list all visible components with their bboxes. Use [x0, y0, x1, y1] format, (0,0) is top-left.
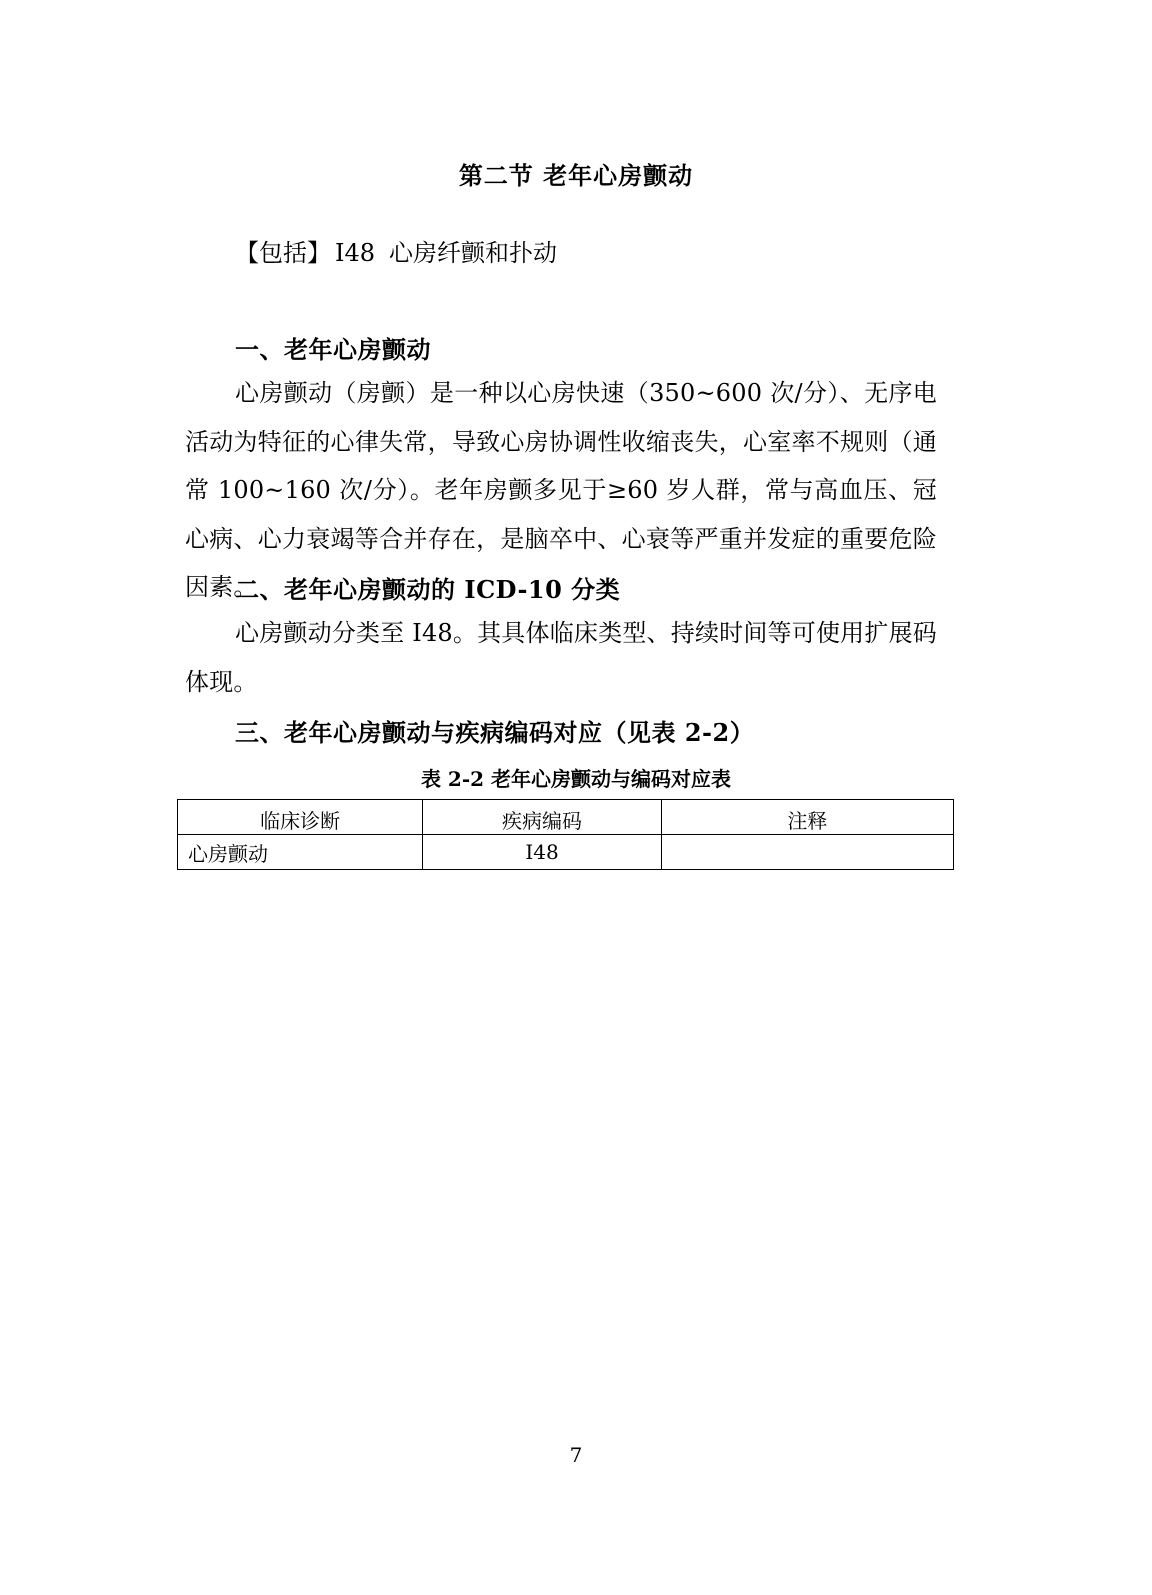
paragraph-1: 心房颤动（房颤）是一种以心房快速（350~600 次/分）、无序电活动为特征的心律失常，导致心房协调性收缩丧失，心室率不规则（通常 100~160 次/分）。老年房颤多见于≥60 岁人群，常与高血压、冠心病、心力衰竭等合并存在，是脑卒中、心衰等严重并发症的重要危险因素。	[185, 379, 937, 601]
table-row	[178, 835, 954, 870]
header-notes: 注释	[661, 800, 953, 835]
include-line	[235, 233, 557, 268]
table-header-row	[178, 800, 954, 835]
cell-notes	[661, 835, 953, 870]
cell-diagnosis: 心房颤动	[178, 835, 423, 870]
include-description: 心房纤颤和扑动	[389, 239, 558, 267]
section-title: 第二节 老年心房颤动	[458, 161, 694, 190]
paragraph-2: 心房颤动分类至 I48。其具体临床类型、持续时间等可使用扩展码体现。	[185, 619, 937, 696]
header-clinical-diagnosis: 临床诊断	[178, 800, 423, 835]
include-code: I48	[335, 239, 376, 267]
heading-2: 二、老年心房颤动的 ICD-10 分类	[235, 575, 621, 604]
table-caption: 表 2-2 老年心房颤动与编码对应表	[420, 767, 732, 791]
cell-code: I48	[423, 835, 661, 870]
include-label: 【包括】	[235, 239, 331, 267]
heading-1: 一、老年心房颤动	[235, 335, 431, 364]
code-table	[177, 799, 954, 870]
page-number: 7	[569, 1443, 583, 1467]
header-disease-code: 疾病编码	[423, 800, 661, 835]
heading-3: 三、老年心房颤动与疾病编码对应（见表 2-2）	[235, 718, 755, 747]
